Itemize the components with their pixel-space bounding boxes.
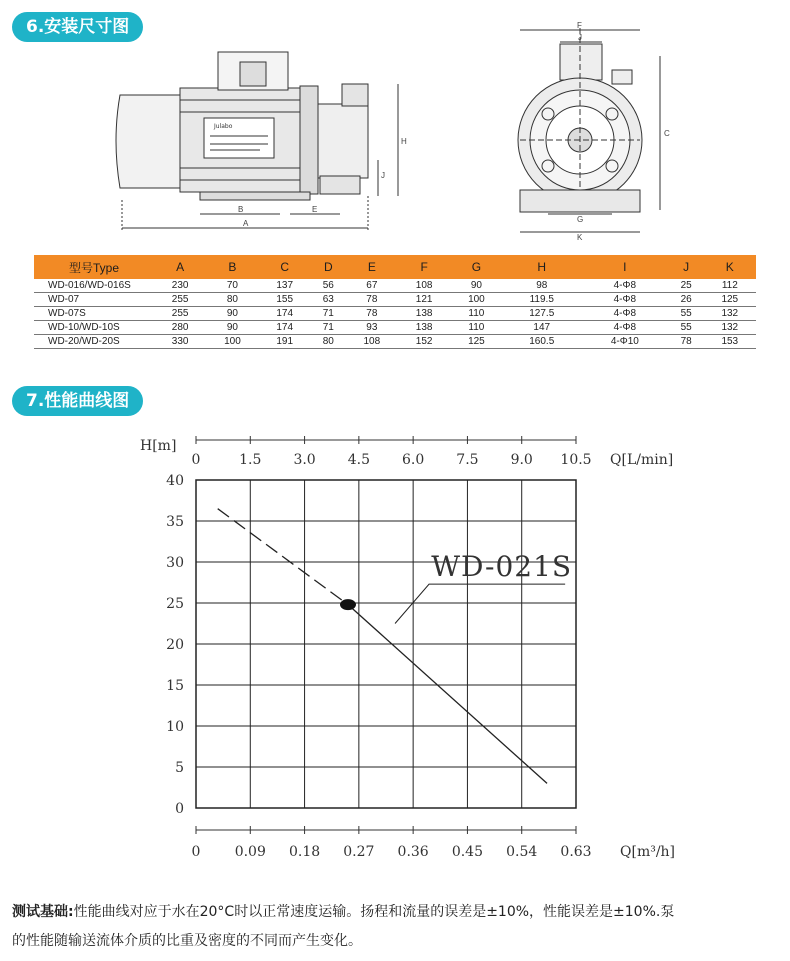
table-row <box>34 293 756 307</box>
note-label: 测试基础: <box>12 904 74 920</box>
table-row <box>34 307 756 321</box>
table-cell: 155 <box>259 293 311 307</box>
col-header: F <box>398 255 450 279</box>
x-tick-label-bottom: 0 <box>191 844 201 860</box>
col-header: B <box>206 255 258 279</box>
table-cell: 119.5 <box>503 293 581 307</box>
table-cell: 26 <box>669 293 704 307</box>
x-tick-label-bottom: 0.27 <box>343 844 375 860</box>
col-header: A <box>154 255 206 279</box>
table-cell: 125 <box>704 293 756 307</box>
table-cell: 108 <box>346 335 398 349</box>
table-cell: 191 <box>259 335 311 349</box>
table-cell: 230 <box>154 279 206 293</box>
table-cell: 125 <box>450 335 502 349</box>
x-tick-label-top: 1.5 <box>239 452 262 468</box>
x-tick-label-top: 7.5 <box>456 452 479 468</box>
pump-front-view <box>518 28 660 232</box>
dimension-table <box>34 255 756 349</box>
dim-label-j-front: J <box>578 33 582 42</box>
x-tick-label-top: 6.0 <box>402 452 425 468</box>
table-cell: 98 <box>503 279 581 293</box>
table-cell: 80 <box>311 335 346 349</box>
series-label-leader <box>395 584 565 623</box>
table-cell: 4-Φ8 <box>581 321 669 335</box>
table-cell: 100 <box>450 293 502 307</box>
table-cell: 160.5 <box>503 335 581 349</box>
table-cell: WD-07S <box>34 307 154 321</box>
table-cell: 71 <box>311 307 346 321</box>
col-header: D <box>311 255 346 279</box>
table-cell: 110 <box>450 321 502 335</box>
table-cell: 78 <box>346 307 398 321</box>
col-header: J <box>669 255 704 279</box>
x-tick-label-bottom: 0.09 <box>234 844 266 860</box>
y-tick-label: 5 <box>175 760 184 776</box>
table-header-row <box>34 255 756 279</box>
table-cell: 80 <box>206 293 258 307</box>
col-header: E <box>346 255 398 279</box>
x-tick-label-bottom: 0.45 <box>451 844 484 860</box>
table-cell: 174 <box>259 321 311 335</box>
dim-label-e: E <box>312 205 318 214</box>
y-tick-label: 0 <box>175 801 184 817</box>
table-cell: 4-Φ8 <box>581 307 669 321</box>
table-cell: 63 <box>311 293 346 307</box>
table-cell: 121 <box>398 293 450 307</box>
nameplate-label: Julabo <box>214 123 233 130</box>
section-title-curve: 7.性能曲线图 <box>12 386 143 416</box>
col-header: I <box>581 255 669 279</box>
table-cell: 152 <box>398 335 450 349</box>
table-cell: WD-07 <box>34 293 154 307</box>
table-cell: 93 <box>346 321 398 335</box>
series-label: WD-021S <box>431 549 573 583</box>
y-tick-label: 20 <box>166 637 184 653</box>
table-cell: 132 <box>704 321 756 335</box>
table-cell: 110 <box>450 307 502 321</box>
table-cell: 153 <box>704 335 756 349</box>
installation-drawings <box>0 0 790 250</box>
table-cell: 56 <box>311 279 346 293</box>
col-header: 型号Type <box>34 255 154 279</box>
table-cell: 25 <box>669 279 704 293</box>
col-header: C <box>259 255 311 279</box>
table-cell: 71 <box>311 321 346 335</box>
table-cell: 112 <box>704 279 756 293</box>
table-cell: 127.5 <box>503 307 581 321</box>
y-tick-label: 40 <box>166 473 184 489</box>
performance-curve-chart <box>0 420 790 865</box>
table-cell: 255 <box>154 293 206 307</box>
table-cell: 280 <box>154 321 206 335</box>
x-tick-label-bottom: 0.18 <box>288 844 321 860</box>
note-line-2: 的性能随输送流体介质的比重及密度的不同而产生变化。 <box>12 933 362 949</box>
x-axis-label-top: Q[L/min] <box>610 452 674 468</box>
dim-label-c: C <box>664 129 670 138</box>
x-tick-label-top: 4.5 <box>347 452 370 468</box>
y-tick-label: 10 <box>166 719 184 735</box>
table-cell: 67 <box>346 279 398 293</box>
table-cell: WD-10/WD-10S <box>34 321 154 335</box>
y-tick-label: 30 <box>166 555 184 571</box>
y-axis-label: H[m] <box>140 438 177 454</box>
y-tick-label: 15 <box>166 678 184 694</box>
section-title-install: 6.安装尺寸图 <box>12 12 143 42</box>
series-line-dashed <box>218 509 348 605</box>
pump-side-view <box>116 52 398 232</box>
table-cell: 55 <box>669 307 704 321</box>
table-cell: 138 <box>398 321 450 335</box>
table-cell: WD-016/WD-016S <box>34 279 154 293</box>
table-cell: 90 <box>450 279 502 293</box>
col-header: G <box>450 255 502 279</box>
series-line-solid <box>348 605 547 784</box>
table-cell: 4-Φ10 <box>581 335 669 349</box>
dim-label-a: A <box>243 219 249 228</box>
table-cell: 330 <box>154 335 206 349</box>
table-cell: 137 <box>259 279 311 293</box>
x-tick-label-bottom: 0.36 <box>397 844 429 860</box>
x-tick-label-bottom: 0.54 <box>506 844 538 860</box>
table-cell: 4-Φ8 <box>581 279 669 293</box>
table-row <box>34 279 756 293</box>
table-cell: 4-Φ8 <box>581 293 669 307</box>
table-cell: WD-20/WD-20S <box>34 335 154 349</box>
dim-label-j: J <box>381 171 385 180</box>
table-cell: 108 <box>398 279 450 293</box>
dim-label-f: F <box>577 21 582 30</box>
x-tick-label-top: 0 <box>191 452 201 468</box>
dim-label-b: B <box>238 205 244 214</box>
col-header: K <box>704 255 756 279</box>
table-cell: 100 <box>206 335 258 349</box>
table-row <box>34 321 756 335</box>
x-tick-label-bottom: 0.63 <box>560 844 592 860</box>
table-cell: 147 <box>503 321 581 335</box>
dim-label-k: K <box>577 233 583 242</box>
table-cell: 174 <box>259 307 311 321</box>
dim-label-h: H <box>401 137 407 146</box>
y-tick-label: 35 <box>166 514 184 530</box>
y-tick-label: 25 <box>166 596 184 612</box>
table-cell: 90 <box>206 321 258 335</box>
test-basis-note <box>12 898 782 956</box>
table-cell: 78 <box>669 335 704 349</box>
x-tick-label-top: 9.0 <box>510 452 533 468</box>
x-tick-label-top: 3.0 <box>293 452 316 468</box>
x-tick-label-top: 10.5 <box>560 452 592 468</box>
table-cell: 90 <box>206 307 258 321</box>
table-cell: 78 <box>346 293 398 307</box>
table-cell: 70 <box>206 279 258 293</box>
table-row <box>34 335 756 349</box>
series-marker-point <box>340 599 356 610</box>
table-cell: 138 <box>398 307 450 321</box>
note-line-1: 性能曲线对应于水在20°C时以正常速度运输。扬程和流量的误差是±10%，性能误差是±10%.泵 <box>73 904 675 920</box>
table-cell: 255 <box>154 307 206 321</box>
col-header: H <box>503 255 581 279</box>
dim-label-g: G <box>577 215 584 224</box>
table-cell: 55 <box>669 321 704 335</box>
table-cell: 132 <box>704 307 756 321</box>
x-axis-label-bottom: Q[m³/h] <box>620 844 676 860</box>
